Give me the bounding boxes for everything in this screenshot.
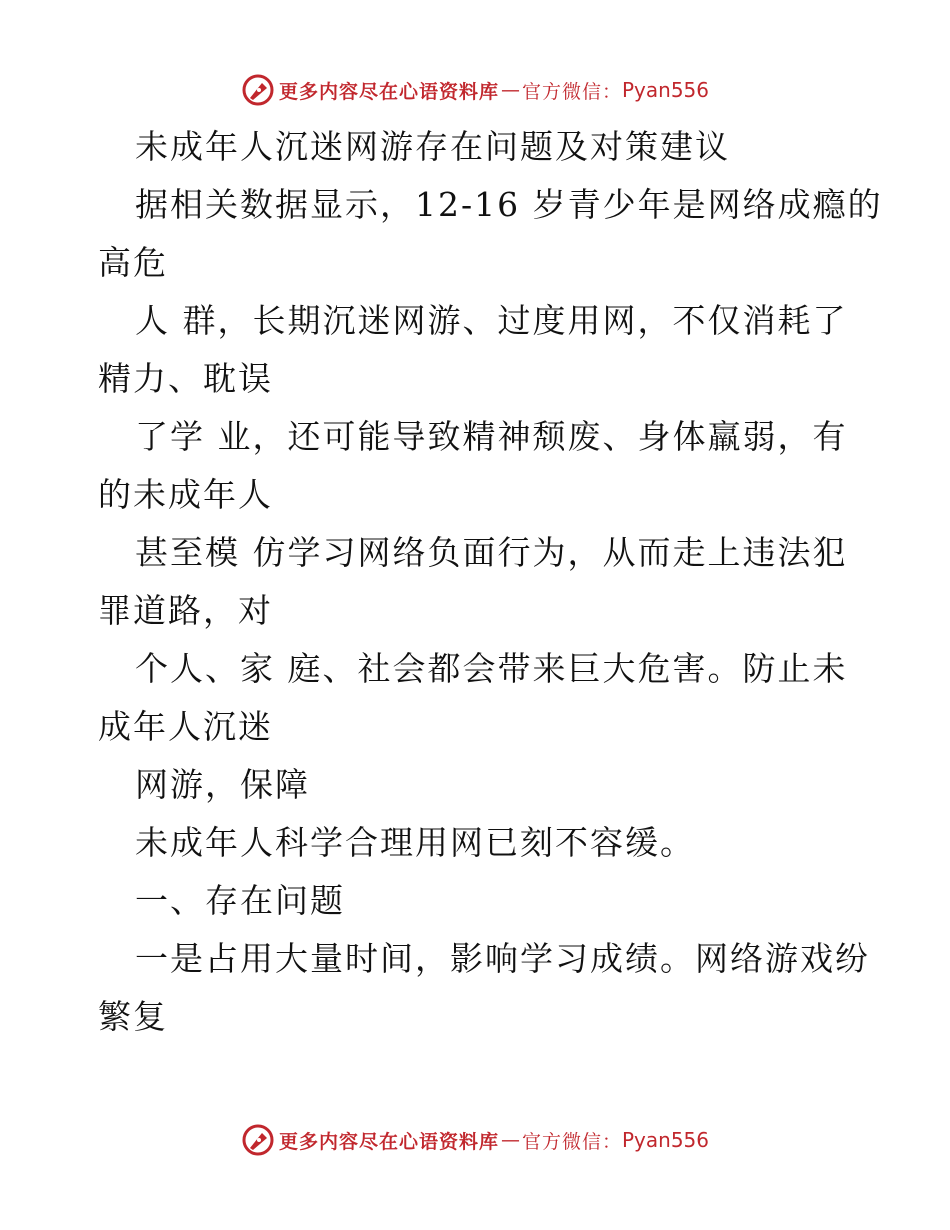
text-line: 未成年人科学合理用网已刻不容缓。 <box>135 823 695 862</box>
text-line: 一是占用大量时间，影响学习成绩。网络游戏纷 <box>135 939 870 978</box>
text-line: 一、存在问题 <box>135 881 345 920</box>
footer-banner <box>0 1120 950 1160</box>
banner-wechat-id: Pyan556 <box>622 1128 710 1152</box>
header-banner <box>0 70 950 110</box>
text-line: 人 群，长期沉迷网游、过度用网，不仅消耗了 <box>135 301 848 340</box>
text-line: 未成年人沉迷网游存在问题及对策建议 <box>135 127 730 166</box>
banner-sub-text: 官方微信： <box>521 1130 622 1153</box>
banner-dash: — <box>500 79 520 101</box>
text-line: 成年人沉迷 <box>98 707 273 746</box>
text-line: 个人、家 庭、社会都会带来巨大危害。防止未 <box>135 649 848 688</box>
text-line: 了学 业，还可能导致精神颓废、身体羸弱，有 <box>135 417 848 456</box>
banner-sub-text: 官方微信： <box>521 80 622 103</box>
banner-main-text: 更多内容尽在心语资料库 <box>278 80 499 103</box>
pen-nib-circle-icon <box>241 73 275 107</box>
text-line: 精力、耽误 <box>98 359 273 398</box>
pen-nib-circle-icon <box>241 1123 275 1157</box>
text-line: 网游，保障 <box>135 765 310 804</box>
text-line: 的未成年人 <box>98 475 273 514</box>
banner-wechat-id: Pyan556 <box>622 78 710 102</box>
text-line: 罪道路，对 <box>98 591 273 630</box>
text-line: 据相关数据显示，12-16 岁青少年是网络成瘾的 <box>135 185 883 224</box>
text-line: 繁复 <box>98 997 168 1036</box>
banner-main-text: 更多内容尽在心语资料库 <box>278 1130 499 1153</box>
text-line: 高危 <box>98 243 168 282</box>
text-line: 甚至模 仿学习网络负面行为，从而走上违法犯 <box>135 533 848 572</box>
document-body <box>98 118 883 1046</box>
banner-dash: — <box>500 1129 520 1151</box>
